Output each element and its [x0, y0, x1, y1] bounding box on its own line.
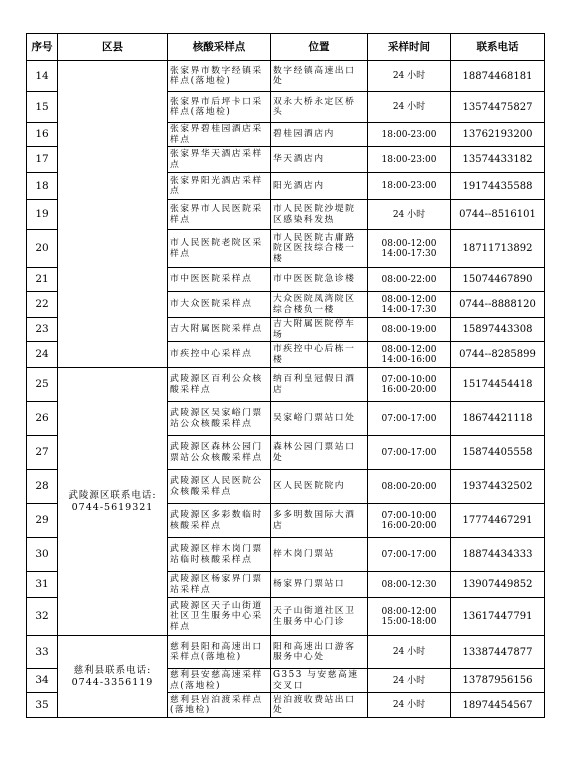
- header-district: 区县: [58, 34, 168, 61]
- row-site: 武陵源区梓木岗门票站临时核酸采样点: [168, 538, 271, 572]
- district-contact-label: 慈利县联系电话:: [73, 664, 152, 676]
- header-time: 采样时间: [368, 34, 451, 61]
- table-row: [27, 636, 545, 669]
- row-phone: 18711713892: [451, 230, 545, 268]
- row-phone: 13762193200: [451, 123, 545, 147]
- time-slot: 08:00-22:00: [381, 274, 437, 285]
- row-seq: 18: [27, 173, 58, 200]
- time-slot: 08:00-12:00: [381, 606, 437, 617]
- header-phone: 联系电话: [451, 34, 545, 61]
- row-location: 市人民医院沙堤院区感染科发热: [271, 200, 368, 230]
- row-site: 张家界市数字经镇采样点(落地检): [168, 61, 271, 92]
- row-seq: 30: [27, 538, 58, 572]
- row-time: [368, 318, 451, 342]
- row-phone: 18674421118: [451, 402, 545, 436]
- time-slot: 14:00-16:00: [381, 354, 437, 365]
- row-phone: 18974454567: [451, 693, 545, 718]
- row-seq: 35: [27, 693, 58, 718]
- row-seq: 27: [27, 436, 58, 470]
- row-phone: 0744--8516101: [451, 200, 545, 230]
- time-slot: 24 小时: [392, 700, 426, 710]
- row-site: 吉大附属医院采样点: [168, 318, 271, 342]
- sampling-sites-table: [26, 33, 545, 718]
- row-location: 市疾控中心后栋一楼: [271, 342, 368, 368]
- row-phone: 15874405558: [451, 436, 545, 470]
- row-time: [368, 436, 451, 470]
- row-seq: 14: [27, 61, 58, 92]
- row-site: 市大众医院采样点: [168, 292, 271, 318]
- row-phone: 19374432502: [451, 470, 545, 504]
- row-location: 市人民医院古庸路院区医技综合楼一楼: [271, 230, 368, 268]
- row-phone: 18874468181: [451, 61, 545, 92]
- row-location: 梓木岗门票站: [271, 538, 368, 572]
- time-slot: 18:00-23:00: [381, 181, 437, 191]
- row-seq: 23: [27, 318, 58, 342]
- time-slot: 24 小时: [392, 647, 426, 657]
- row-seq: 16: [27, 123, 58, 147]
- time-slot: 07:00-17:00: [381, 549, 437, 560]
- row-seq: 21: [27, 268, 58, 292]
- row-time: [368, 92, 451, 123]
- time-slot: 08:00-12:00: [381, 294, 437, 305]
- row-time: [368, 598, 451, 636]
- row-phone: 18874434333: [451, 538, 545, 572]
- time-slot: 08:00-19:00: [381, 324, 437, 335]
- row-site: 武陵源区百利公众核酸采样点: [168, 368, 271, 402]
- row-seq: 19: [27, 200, 58, 230]
- row-location: 数字经镇高速出口处: [271, 61, 368, 92]
- row-location: 岩泊渡收费站出口处: [271, 693, 368, 718]
- time-slot: 16:00-20:00: [381, 384, 437, 395]
- row-time: [368, 123, 451, 147]
- row-phone: 13387447877: [451, 636, 545, 669]
- row-location: 阳光酒店内: [271, 173, 368, 200]
- row-site: 市人民医院老院区采样点: [168, 230, 271, 268]
- row-seq: 28: [27, 470, 58, 504]
- row-phone: 17774467291: [451, 504, 545, 538]
- district-cell: [58, 636, 168, 718]
- row-phone: 13574433182: [451, 147, 545, 173]
- row-time: [368, 669, 451, 693]
- row-phone: 19174435588: [451, 173, 545, 200]
- row-site: 武陵源区吴家峪门票站公众核酸采样点: [168, 402, 271, 436]
- time-slot: 24 小时: [392, 209, 426, 220]
- row-seq: 25: [27, 368, 58, 402]
- table-row: [27, 368, 545, 402]
- row-location: 天子山街道社区卫生服务中心门诊: [271, 598, 368, 636]
- district-contact-phone: 0744-5619321: [71, 501, 154, 513]
- district-cell: [58, 61, 168, 368]
- time-slot: 15:00-18:00: [381, 616, 437, 627]
- time-slot: 16:00-20:00: [381, 520, 437, 531]
- row-site: 武陵源区天子山街道社区卫生服务中心采样点: [168, 598, 271, 636]
- row-seq: 33: [27, 636, 58, 669]
- time-slot: 08:00-20:00: [381, 481, 437, 492]
- row-time: [368, 402, 451, 436]
- row-location: 区人民医院院内: [271, 470, 368, 504]
- row-time: [368, 572, 451, 598]
- row-site: 张家界市后坪卡口采样点(落地检): [168, 92, 271, 123]
- time-slot: 18:00-23:00: [381, 154, 437, 165]
- row-time: [368, 230, 451, 268]
- row-phone: 15074467890: [451, 268, 545, 292]
- row-phone: 15174454418: [451, 368, 545, 402]
- row-site: 市疾控中心采样点: [168, 342, 271, 368]
- time-slot: 24 小时: [392, 71, 426, 81]
- time-slot: 24 小时: [392, 102, 426, 112]
- row-time: [368, 368, 451, 402]
- row-seq: 29: [27, 504, 58, 538]
- time-slot: 08:00-12:00: [381, 238, 437, 249]
- row-phone: 13787956156: [451, 669, 545, 693]
- district-cell: [58, 368, 168, 636]
- row-location: 市中医医院急诊楼: [271, 268, 368, 292]
- row-seq: 32: [27, 598, 58, 636]
- table-header-row: [27, 34, 545, 61]
- row-seq: 26: [27, 402, 58, 436]
- row-location: 多多明数国际大酒店: [271, 504, 368, 538]
- header-seq: 序号: [27, 34, 58, 61]
- row-phone: 15897443308: [451, 318, 545, 342]
- row-time: [368, 147, 451, 173]
- row-site: 张家界华天酒店采样点: [168, 147, 271, 173]
- district-contact-label: 武陵源区联系电话:: [68, 489, 157, 501]
- row-phone: 13907449852: [451, 572, 545, 598]
- time-slot: 08:00-12:00: [381, 344, 437, 355]
- row-location: 杨家界门票站口: [271, 572, 368, 598]
- row-phone: 0744--8888120: [451, 292, 545, 318]
- row-time: [368, 470, 451, 504]
- row-time: [368, 173, 451, 200]
- row-site: 武陵源区人民医院公众核酸采样点: [168, 470, 271, 504]
- time-slot: 08:00-12:30: [381, 579, 437, 590]
- row-seq: 22: [27, 292, 58, 318]
- row-time: [368, 342, 451, 368]
- row-site: 慈利县岩泊渡采样点(落地检): [168, 693, 271, 718]
- row-site: 张家界阳光酒店采样点: [168, 173, 271, 200]
- row-phone: 13574475827: [451, 92, 545, 123]
- row-seq: 15: [27, 92, 58, 123]
- row-time: [368, 200, 451, 230]
- district-contact-phone: 0744-3356119: [71, 676, 154, 688]
- row-seq: 31: [27, 572, 58, 598]
- row-time: [368, 538, 451, 572]
- row-location: 大众医院凤湾院区综合楼负一楼: [271, 292, 368, 318]
- row-site: 武陵源区杨家界门票站采样点: [168, 572, 271, 598]
- table-body: [27, 61, 545, 718]
- row-location: 阳和高速出口游客服务中心处: [271, 636, 368, 669]
- time-slot: 14:00-17:30: [381, 248, 437, 259]
- row-site: 武陵源区森林公园门票站公众核酸采样点: [168, 436, 271, 470]
- time-slot: 07:00-10:00: [381, 510, 437, 521]
- row-location: 吉大附属医院停车场: [271, 318, 368, 342]
- time-slot: 07:00-17:00: [381, 413, 437, 424]
- row-time: [368, 636, 451, 669]
- row-location: 碧桂园酒店内: [271, 123, 368, 147]
- row-phone: 0744--8285899: [451, 342, 545, 368]
- row-time: [368, 61, 451, 92]
- time-slot: 24 小时: [392, 675, 426, 686]
- row-location: 双永大桥永定区桥头: [271, 92, 368, 123]
- row-time: [368, 268, 451, 292]
- table-row: [27, 61, 545, 92]
- row-site: 武陵源区多彩数临时核酸采样点: [168, 504, 271, 538]
- header-site: 核酸采样点: [168, 34, 271, 61]
- row-time: [368, 693, 451, 718]
- row-phone: 13617447791: [451, 598, 545, 636]
- row-seq: 34: [27, 669, 58, 693]
- row-time: [368, 292, 451, 318]
- row-site: 张家界碧桂园酒店采样点: [168, 123, 271, 147]
- row-seq: 24: [27, 342, 58, 368]
- header-location: 位置: [271, 34, 368, 61]
- row-site: 慈利县阳和高速出口采样点(落地检): [168, 636, 271, 669]
- time-slot: 14:00-17:30: [381, 304, 437, 315]
- row-site: 慈利县安慈高速采样点(落地检): [168, 669, 271, 693]
- row-location: 华天酒店内: [271, 147, 368, 173]
- row-location: G353 与安慈高速交叉口: [271, 669, 368, 693]
- row-seq: 20: [27, 230, 58, 268]
- time-slot: 07:00-17:00: [381, 447, 437, 458]
- row-site: 市中医医院采样点: [168, 268, 271, 292]
- row-time: [368, 504, 451, 538]
- time-slot: 18:00-23:00: [381, 129, 437, 140]
- row-location: 吴家峪门票站口处: [271, 402, 368, 436]
- row-site: 张家界市人民医院采样点: [168, 200, 271, 230]
- time-slot: 07:00-10:00: [381, 374, 437, 385]
- row-location: 纳百利皇冠假日酒店: [271, 368, 368, 402]
- row-seq: 17: [27, 147, 58, 173]
- row-location: 森林公园门票站口处: [271, 436, 368, 470]
